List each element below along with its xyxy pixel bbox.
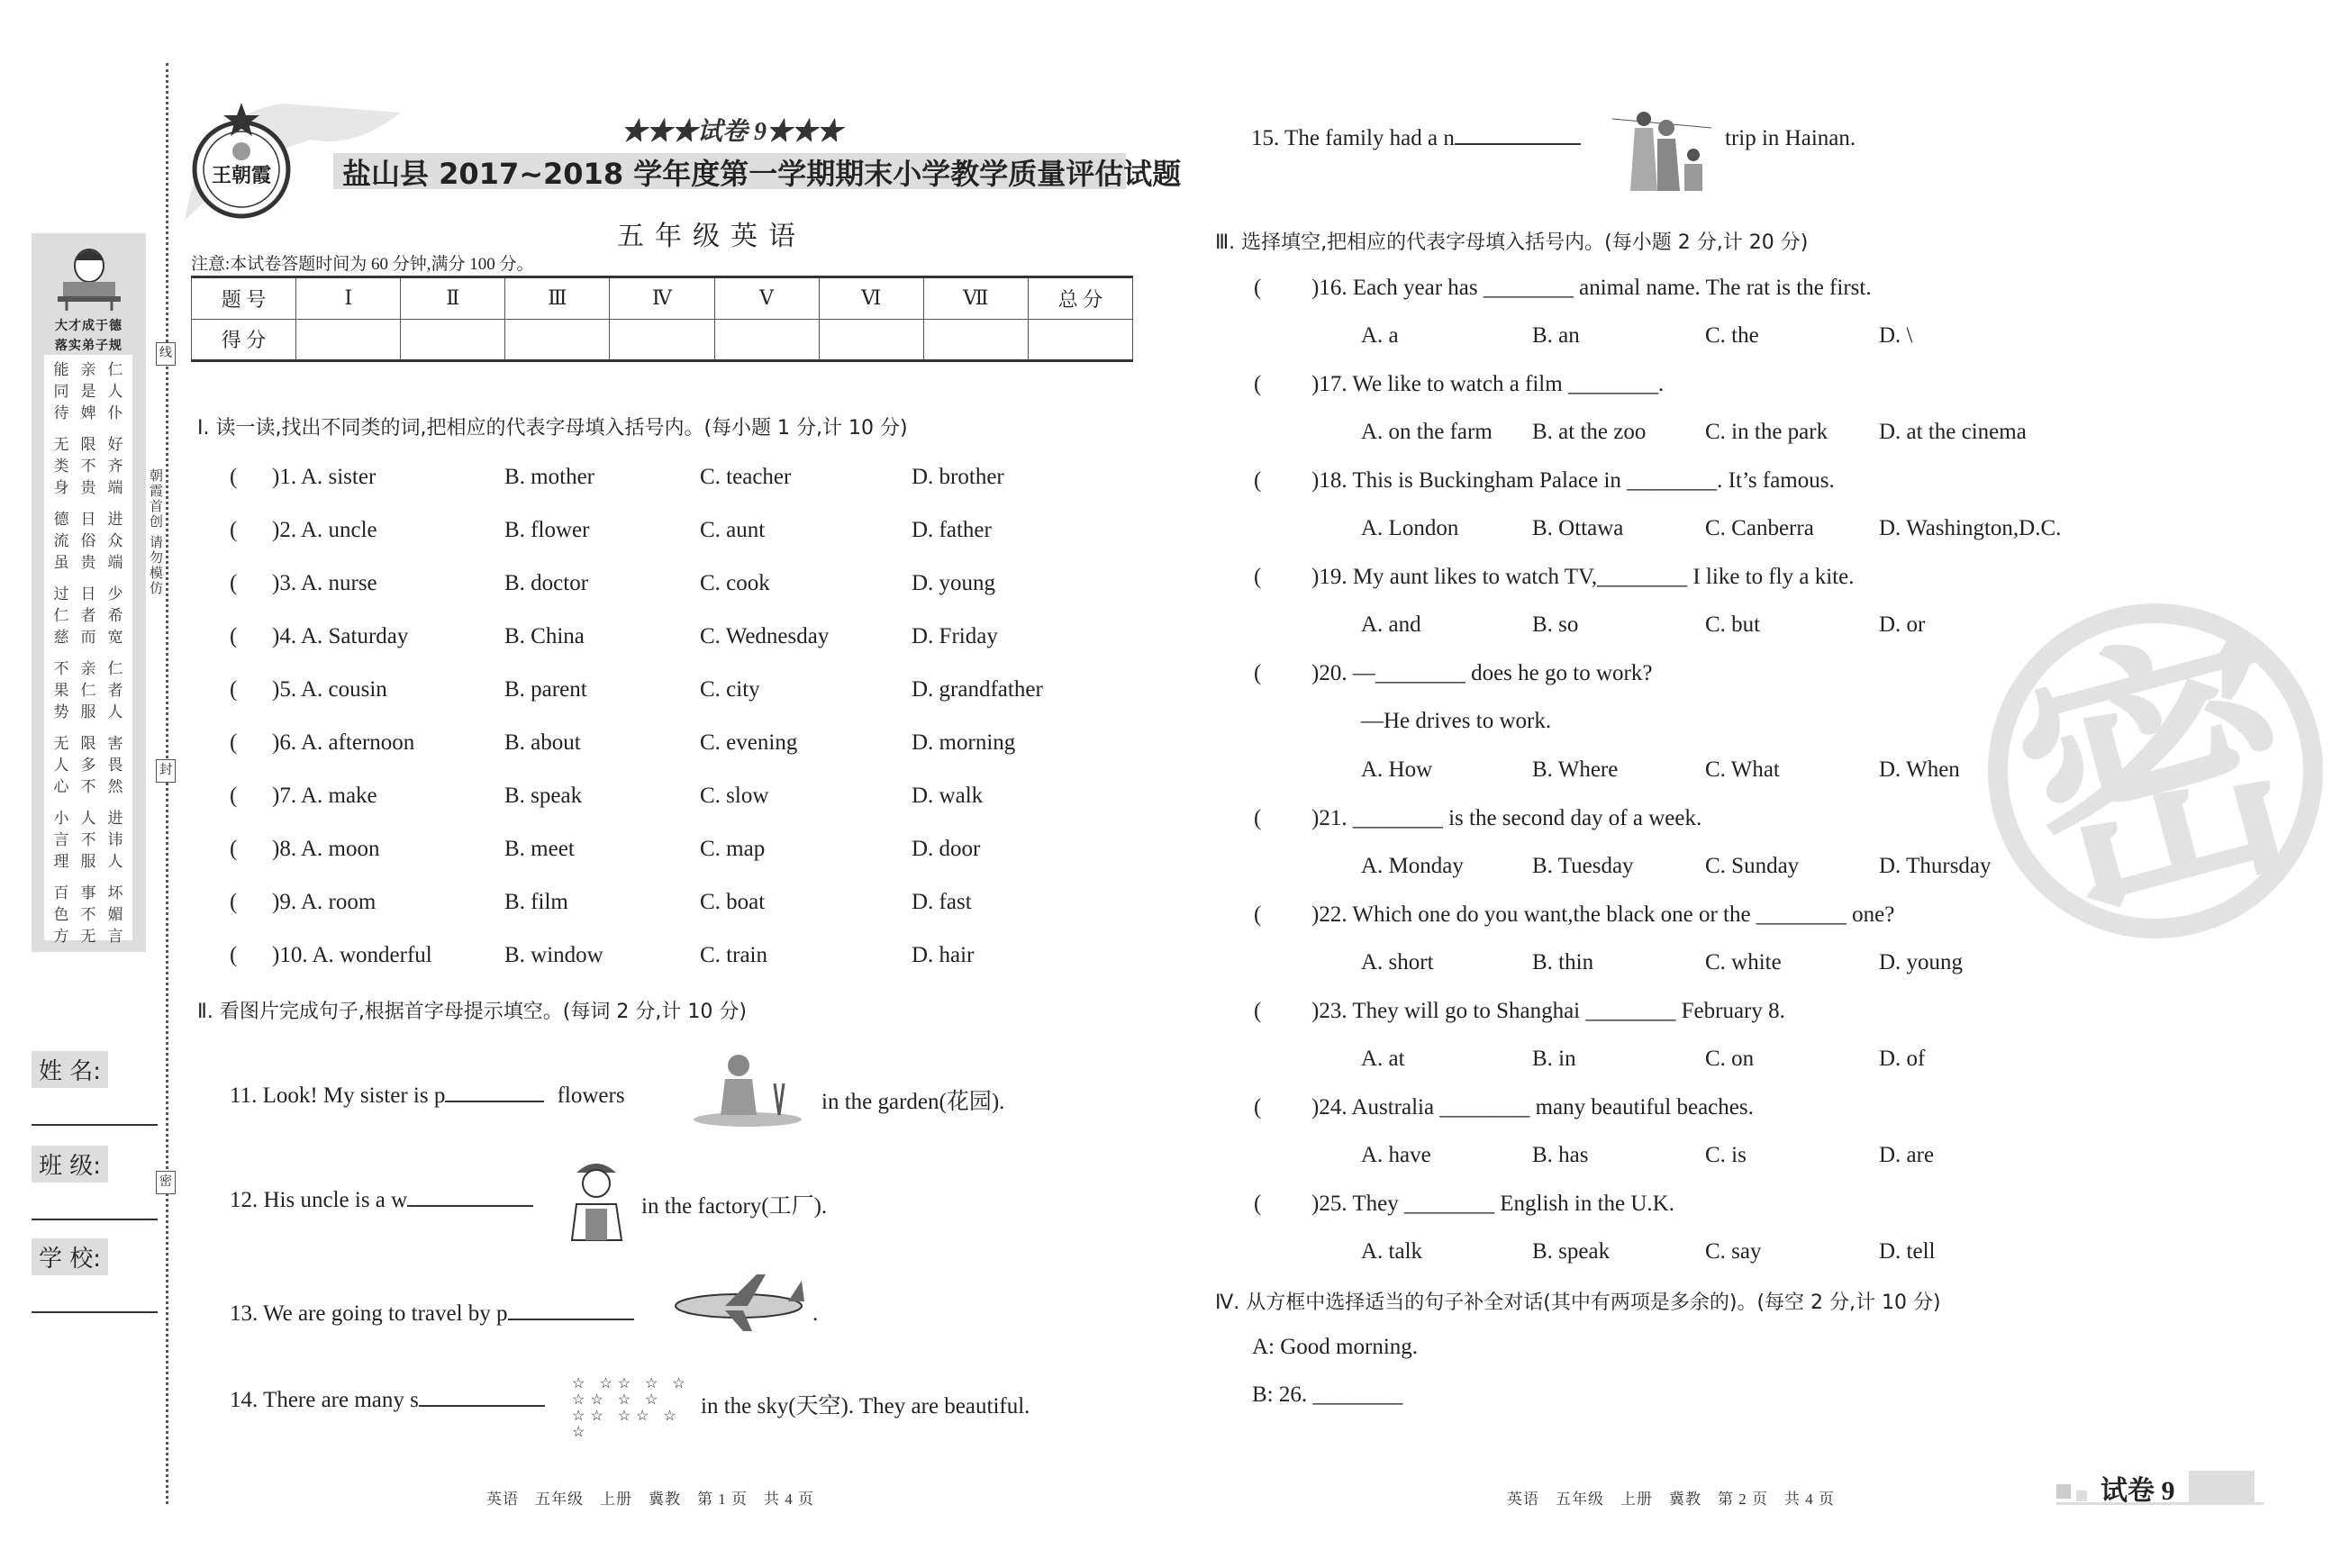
option-a: A. How — [1361, 757, 1433, 782]
question-stem: )9. A. room — [272, 890, 377, 914]
verse-char: 端 — [107, 479, 123, 496]
verse-char: 类 — [53, 458, 69, 475]
question-text: 13. We are going to travel by p — [230, 1301, 508, 1326]
question-stem: )16. Each year has ________ animal name. The rat is the first. — [1311, 276, 1872, 300]
option-c: C. evening — [700, 730, 798, 755]
option-d: D. Washington,D.C. — [1879, 516, 2062, 540]
question-text: in the factory(工厂). — [641, 1194, 828, 1219]
verse-char: 待 — [53, 404, 69, 421]
worker-picture — [558, 1155, 635, 1245]
option-d: D. grandfather — [912, 677, 1043, 702]
dizigui-verses — [44, 355, 132, 945]
paper-number: ★★★试卷 9★★★ — [622, 118, 843, 146]
verse-char: 不 — [80, 906, 96, 923]
verse-char: 不 — [80, 458, 96, 475]
section-1-heading: Ⅰ. 读一读,找出不同类的词,把相应的代表字母填入括号内。(每小题 1 分,计 10 分) — [197, 417, 908, 440]
verse-char: 畏 — [107, 757, 123, 774]
answer-paren[interactable]: ( — [230, 465, 238, 489]
name-label: 姓 名: — [32, 1051, 108, 1088]
question-stem: )8. A. moon — [272, 837, 380, 861]
option-d: D. young — [912, 571, 996, 595]
verse-char: 身 — [53, 479, 69, 496]
verse-char: 仁 — [107, 660, 123, 677]
verse-char: 德 — [53, 511, 69, 528]
option-b: B. Where — [1532, 757, 1619, 782]
cut-line-mark: 密 — [156, 1171, 176, 1194]
verse-char: 亲 — [80, 361, 96, 378]
option-b: B. thin — [1532, 950, 1594, 974]
verse-char: 日 — [80, 585, 96, 603]
question-stem: )24. Australia ________ many beautiful beaches. — [1311, 1095, 1754, 1119]
option-b: B. speak — [1532, 1239, 1611, 1264]
question-stem: )6. A. afternoon — [272, 730, 415, 755]
badge-decoration — [2056, 1484, 2071, 1499]
option-a: A. have — [1361, 1143, 1431, 1167]
option-d: D. tell — [1879, 1239, 1936, 1264]
verse-char: 众 — [107, 532, 123, 549]
question-stem: )19. My aunt likes to watch TV,________ I like to fly a kite. — [1311, 565, 1855, 589]
cut-line — [166, 63, 168, 1504]
question-11 — [230, 1083, 625, 1109]
motto-line: 落实弟子规 — [55, 340, 122, 353]
option-c: C. in the park — [1705, 420, 1828, 444]
verse-char: 仆 — [107, 404, 123, 421]
dialogue-line-b: B: 26. ________ — [1252, 1382, 1403, 1407]
school-label: 学 校: — [32, 1238, 108, 1275]
section-header-cell: Ⅰ — [296, 277, 401, 320]
badge-block — [2189, 1471, 2255, 1503]
answer-paren[interactable]: ( — [230, 730, 238, 755]
copyright-note: 朝霞首创 请勿模仿 — [148, 468, 162, 596]
answer-paren[interactable]: ( — [230, 837, 238, 861]
option-c: C. boat — [700, 890, 766, 914]
option-d: D. brother — [912, 465, 1004, 489]
verse-char: 宽 — [107, 629, 123, 646]
verse-char: 心 — [53, 778, 69, 795]
question-text: 12. His uncle is a w — [230, 1188, 408, 1212]
option-a: A. a — [1361, 323, 1399, 348]
verse-char: 言 — [107, 928, 123, 945]
score-cell[interactable] — [505, 319, 610, 361]
question-text: in the sky(天空). They are beautiful. — [701, 1394, 1030, 1418]
option-d: D. \ — [1879, 323, 1913, 348]
answer-paren[interactable]: ( — [230, 677, 238, 702]
option-b: B. mother — [504, 465, 594, 489]
answer-blank[interactable] — [407, 1205, 533, 1207]
answer-paren[interactable]: ( — [230, 943, 238, 967]
name-field[interactable] — [32, 1124, 158, 1126]
verse-char: 过 — [53, 585, 69, 603]
option-c: C. city — [700, 677, 760, 702]
verse-char: 者 — [80, 607, 96, 624]
answer-paren[interactable]: ( — [230, 784, 238, 808]
option-c: C. the — [1705, 323, 1759, 348]
verse-char: 不 — [80, 778, 96, 795]
option-b: B. China — [504, 624, 585, 648]
option-b: B. flower — [504, 518, 590, 542]
header-cell: 题 号 — [192, 277, 296, 320]
answer-paren[interactable]: ( — [230, 518, 238, 542]
option-c: C. map — [700, 837, 766, 861]
cut-line-mark: 线 — [156, 342, 176, 366]
option-b: B. window — [504, 943, 603, 967]
score-cell[interactable] — [1028, 319, 1132, 361]
option-c: C. aunt — [700, 518, 766, 542]
question-stem: )20. —________ does he go to work? — [1311, 661, 1653, 685]
table-row — [192, 277, 1133, 320]
option-a: A. short — [1361, 950, 1434, 974]
question-stem: )21. ________ is the second day of a week. — [1311, 806, 1702, 830]
option-b: B. has — [1532, 1143, 1589, 1167]
score-cell[interactable] — [923, 319, 1028, 361]
motto-sidebar — [32, 233, 146, 952]
option-d: D. Thursday — [1879, 854, 1992, 878]
verse-char: 讳 — [107, 831, 123, 848]
verse-char: 害 — [107, 735, 123, 752]
score-table — [191, 276, 1133, 362]
subject-title: 五年级英语 — [617, 221, 806, 252]
option-c: C. but — [1705, 612, 1761, 637]
question-text: trip in Hainan. — [1725, 126, 1856, 150]
answer-paren[interactable]: ( — [1254, 661, 1262, 685]
option-d: D. door — [912, 837, 981, 861]
verse-char: 小 — [53, 810, 69, 827]
family-trip-picture — [1608, 101, 1716, 200]
verse-char: 而 — [80, 629, 96, 646]
dialogue-line-a: A: Good morning. — [1252, 1335, 1419, 1359]
answer-paren[interactable]: ( — [1254, 372, 1262, 396]
verse-char: 多 — [80, 757, 96, 774]
verse-char: 不 — [80, 831, 96, 848]
option-a: A. on the farm — [1361, 420, 1493, 444]
question-stem: )25. They ________ English in the U.K. — [1311, 1192, 1674, 1216]
answer-paren[interactable]: ( — [1254, 1192, 1262, 1216]
answer-blank[interactable] — [419, 1405, 545, 1407]
option-c: C. slow — [700, 784, 769, 808]
option-a: A. at — [1361, 1047, 1405, 1071]
verse-char: 仁 — [53, 607, 69, 624]
verse-char: 进 — [107, 511, 123, 528]
score-cell[interactable] — [610, 319, 714, 361]
question-stem: )10. A. wonderful — [272, 943, 432, 967]
badge-decoration — [2076, 1491, 2087, 1501]
question-stem: )4. A. Saturday — [272, 624, 409, 648]
option-a: A. London — [1361, 516, 1459, 540]
option-b: B. Ottawa — [1532, 516, 1624, 540]
question-text: in the garden(花园). — [821, 1090, 1005, 1114]
verse-char: 日 — [80, 511, 96, 528]
score-cell[interactable] — [296, 319, 401, 361]
option-d: D. at the cinema — [1879, 420, 2027, 444]
verse-char: 无 — [53, 436, 69, 453]
answer-paren[interactable]: ( — [1254, 999, 1262, 1023]
verse-char: 者 — [107, 682, 123, 699]
question-stem: )17. We like to watch a film ________. — [1311, 372, 1665, 396]
stars-picture: ☆ ☆☆ ☆ ☆ ☆☆ ☆ ☆ ☆☆ ☆☆ ☆ ☆ — [572, 1376, 691, 1440]
verse-char: 流 — [53, 532, 69, 549]
question-stem: )23. They will go to Shanghai ________ February 8. — [1311, 999, 1785, 1023]
verse-char: 亲 — [80, 660, 96, 677]
verse-char: 端 — [107, 554, 123, 571]
exam-title: 盐山县 2017~2018 学年度第一学期期末小学教学质量评估试题 — [342, 157, 1182, 191]
option-c: C. What — [1705, 757, 1780, 782]
verse-char: 仁 — [80, 682, 96, 699]
option-b: B. so — [1532, 612, 1579, 637]
verse-char: 服 — [80, 703, 96, 721]
question-stem: )1. A. sister — [272, 465, 377, 489]
option-d: D. are — [1879, 1143, 1935, 1167]
question-stem: )7. A. make — [272, 784, 377, 808]
verse-char: 媚 — [107, 906, 123, 923]
option-d: D. of — [1879, 1047, 1926, 1071]
class-field[interactable] — [32, 1219, 158, 1220]
option-d: D. Friday — [912, 624, 998, 648]
option-a: A. and — [1361, 612, 1421, 637]
option-d: D. young — [1879, 950, 1964, 974]
verse-char: 齐 — [107, 458, 123, 475]
girl-watering-flowers-picture — [689, 1047, 806, 1128]
option-b: B. doctor — [504, 571, 589, 595]
section-3-heading: Ⅲ. 选择填空,把相应的代表字母填入括号内。(每小题 2 分,计 20 分) — [1215, 231, 1809, 254]
option-c: C. is — [1705, 1143, 1747, 1167]
option-d: D. When — [1879, 757, 1960, 782]
option-c: C. Sunday — [1705, 854, 1800, 878]
verse-char: 慈 — [53, 629, 69, 646]
option-b: B. meet — [504, 837, 575, 861]
page-footer-left: 英语 五年级 上册 冀教 第 1 页 共 4 页 — [486, 1491, 814, 1508]
section-header-cell: Ⅴ — [714, 277, 819, 320]
option-b: B. speak — [504, 784, 583, 808]
verse-char: 是 — [80, 383, 96, 400]
score-label: 得 分 — [192, 319, 296, 361]
option-d: D. father — [912, 518, 992, 542]
verse-char: 言 — [53, 831, 69, 848]
option-d: D. or — [1879, 612, 1926, 637]
answer-paren[interactable]: ( — [1254, 468, 1262, 493]
verse-char: 人 — [107, 703, 123, 721]
question-12 — [230, 1188, 533, 1213]
section-header-cell: Ⅱ — [401, 277, 505, 320]
verse-char: 果 — [53, 682, 69, 699]
verse-char: 限 — [80, 436, 96, 453]
verse-char: 能 — [53, 361, 69, 378]
option-c: C. on — [1705, 1047, 1755, 1071]
answer-paren[interactable]: ( — [1254, 276, 1262, 300]
question-text: 15. The family had a n — [1251, 126, 1455, 150]
score-cell[interactable] — [401, 319, 505, 361]
verse-char: 人 — [53, 757, 69, 774]
question-stem: )2. A. uncle — [272, 518, 377, 542]
verse-char: 人 — [107, 383, 123, 400]
verse-char: 理 — [53, 853, 69, 870]
question-stem: )5. A. cousin — [272, 677, 387, 702]
option-c: C. teacher — [700, 465, 792, 489]
verse-char: 坏 — [107, 884, 123, 902]
verse-char: 限 — [80, 735, 96, 752]
answer-paren[interactable]: ( — [230, 624, 238, 648]
question-text: 11. Look! My sister is p — [230, 1083, 446, 1108]
option-b: B. an — [1532, 323, 1580, 348]
verse-char: 希 — [107, 607, 123, 624]
answer-paren[interactable]: ( — [1254, 806, 1262, 830]
option-a: A. talk — [1361, 1239, 1423, 1264]
question-reply: —He drives to work. — [1361, 709, 1552, 733]
verse-char: 然 — [107, 778, 123, 795]
table-row — [192, 319, 1133, 361]
verse-char: 人 — [107, 853, 123, 870]
verse-char: 人 — [80, 810, 96, 827]
option-d: D. fast — [912, 890, 972, 914]
exam-notice: 注意:本试卷答题时间为 60 分钟,满分 100 分。 — [191, 255, 534, 274]
verse-char: 少 — [107, 585, 123, 603]
option-c: C. train — [700, 943, 767, 967]
verse-char: 虽 — [53, 554, 69, 571]
option-a: A. Monday — [1361, 854, 1464, 878]
airplane-picture — [671, 1270, 806, 1333]
verse-char: 色 — [53, 906, 69, 923]
brand-logo — [189, 99, 297, 225]
verse-char: 俗 — [80, 532, 96, 549]
option-c: C. Canberra — [1705, 516, 1814, 540]
section-header-cell: Ⅳ — [610, 277, 714, 320]
question-stem: )22. Which one do you want,the black one or the ________ one? — [1311, 902, 1895, 927]
answer-paren[interactable]: ( — [1254, 902, 1262, 927]
question-15 — [1251, 126, 1581, 151]
page-footer-right: 英语 五年级 上册 冀教 第 2 页 共 4 页 — [1507, 1491, 1835, 1508]
verse-char: 好 — [107, 436, 123, 453]
section-header-cell: 总 分 — [1028, 277, 1132, 320]
question-text: 14. There are many s — [230, 1388, 419, 1412]
class-label: 班 级: — [32, 1146, 108, 1183]
answer-paren[interactable]: ( — [230, 571, 238, 595]
verse-char: 无 — [80, 928, 96, 945]
option-b: B. Tuesday — [1532, 854, 1634, 878]
section-4-heading: Ⅳ. 从方框中选择适当的句子补全对话(其中有两项是多余的)。(每空 2 分,计 10 分) — [1215, 1292, 1941, 1314]
watermark-char: 密 — [1989, 589, 2332, 963]
answer-paren[interactable]: ( — [230, 890, 238, 914]
paper-badge: 试卷 9 — [2101, 1476, 2175, 1506]
verse-char: 不 — [53, 660, 69, 677]
question-14 — [230, 1388, 545, 1413]
option-c: C. cook — [700, 571, 770, 595]
option-b: B. film — [504, 890, 568, 914]
option-c: C. Wednesday — [700, 624, 830, 648]
score-cell[interactable] — [714, 319, 819, 361]
verse-char: 进 — [107, 810, 123, 827]
verse-char: 仁 — [107, 361, 123, 378]
answer-paren[interactable]: ( — [1254, 565, 1262, 589]
answer-paren[interactable]: ( — [1254, 1095, 1262, 1119]
question-text: . — [812, 1301, 819, 1326]
option-c: C. say — [1705, 1239, 1762, 1264]
answer-blank[interactable] — [445, 1101, 544, 1102]
option-b: B. in — [1532, 1047, 1576, 1071]
score-cell[interactable] — [819, 319, 923, 361]
section-header-cell: Ⅵ — [819, 277, 923, 320]
option-b: B. about — [504, 730, 581, 755]
section-2-heading: Ⅱ. 看图片完成句子,根据首字母提示填空。(每词 2 分,计 10 分) — [197, 1001, 747, 1023]
option-d: D. morning — [912, 730, 1016, 755]
answer-blank[interactable] — [508, 1319, 634, 1320]
verse-char: 贵 — [80, 554, 96, 571]
verse-char: 同 — [53, 383, 69, 400]
cut-line-mark: 封 — [156, 759, 176, 783]
option-b: B. parent — [504, 677, 587, 702]
question-text: flowers — [557, 1083, 625, 1108]
verse-char: 百 — [53, 884, 69, 902]
school-field[interactable] — [32, 1311, 158, 1313]
question-13 — [230, 1301, 634, 1327]
option-b: B. at the zoo — [1532, 420, 1647, 444]
verse-char: 势 — [53, 703, 69, 721]
verse-char: 方 — [53, 928, 69, 945]
motto-line: 大才成于德 — [55, 320, 122, 333]
answer-blank[interactable] — [1455, 143, 1581, 145]
option-c: C. white — [1705, 950, 1782, 974]
section-header-cell: Ⅲ — [505, 277, 610, 320]
question-stem: )18. This is Buckingham Palace in ________. It’s famous. — [1311, 468, 1835, 493]
verse-char: 事 — [80, 884, 96, 902]
option-d: D. walk — [912, 784, 984, 808]
logo-text: 王朝霞 — [211, 164, 272, 187]
verse-char: 服 — [80, 853, 96, 870]
option-d: D. hair — [912, 943, 975, 967]
verse-char: 无 — [53, 735, 69, 752]
section-header-cell: Ⅶ — [923, 277, 1028, 320]
question-stem: )3. A. nurse — [272, 571, 377, 595]
verse-char: 婢 — [80, 404, 96, 421]
confidential-watermark — [1988, 589, 2332, 963]
verse-char: 贵 — [80, 479, 96, 496]
